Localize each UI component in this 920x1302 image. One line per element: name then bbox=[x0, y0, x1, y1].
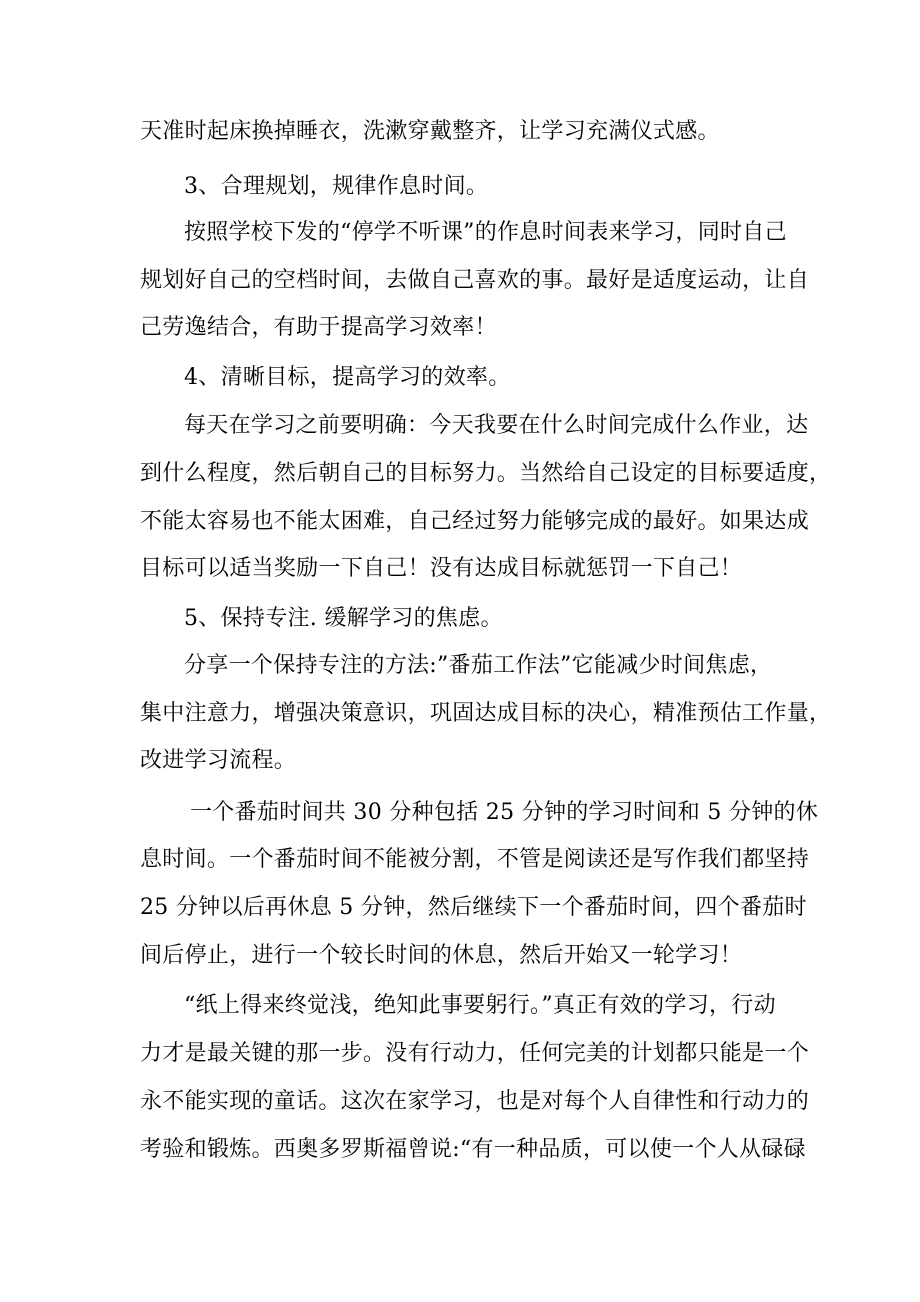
text-line: 规划好自己的空档时间，去做自己喜欢的事。最好是适度运动，让自 bbox=[140, 268, 810, 293]
text-line: 己劳逸结合，有助于提高学习效率！ bbox=[140, 315, 497, 340]
text-line: 改进学习流程。 bbox=[140, 748, 297, 773]
section-heading: 3、合理规划，规律作息时间。 bbox=[184, 174, 489, 199]
text-line: 力才是最关键的那一步。没有行动力，任何完美的计划都只能是一个 bbox=[140, 1041, 810, 1066]
text-line: 到什么程度，然后朝自己的目标努力。当然给自己设定的目标要适度， bbox=[140, 461, 832, 486]
text-line: 天准时起床换掉睡衣，洗漱穿戴整齐，让学习充满仪式感。 bbox=[140, 119, 720, 144]
text-line: 不能太容易也不能太困难，自己经过努力能够完成的最好。如果达成 bbox=[140, 509, 810, 534]
text-line: 集中注意力，增强决策意识，巩固达成目标的决心，精准预估工作量， bbox=[140, 701, 832, 726]
text-line: 分享一个保持专注的方法:”番茄工作法”它能减少时间焦虑， bbox=[184, 653, 773, 678]
text-line: 一个番茄时间共 30 分种包括 25 分钟的学习时间和 5 分钟的休 bbox=[190, 800, 819, 825]
text-line: “纸上得来终觉浅，绝知此事要躬行。”真正有效的学习，行动 bbox=[184, 993, 776, 1018]
text-line: 息时间。一个番茄时间不能被分割，不管是阅读还是写作我们都坚持 bbox=[140, 847, 810, 872]
text-line: 每天在学习之前要明确：今天我要在什么时间完成什么作业，达 bbox=[184, 413, 809, 438]
text-line: 25 分钟以后再休息 5 分钟，然后继续下一个番茄时间，四个番茄时 bbox=[140, 895, 807, 920]
section-heading: 5、保持专注. 缓解学习的焦虑。 bbox=[184, 606, 503, 631]
text-line: 永不能实现的童话。这次在家学习，也是对每个人自律性和行动力的 bbox=[140, 1089, 810, 1114]
text-line: 考验和锻炼。西奥多罗斯福曾说:“有一种品质，可以使一个人从碌碌 bbox=[140, 1137, 806, 1162]
section-heading: 4、清晰目标，提高学习的效率。 bbox=[184, 365, 511, 390]
text-line: 按照学校下发的“停学不听课”的作息时间表来学习，同时自己 bbox=[184, 220, 787, 245]
text-line: 间后停止，进行一个较长时间的休息，然后开始又一轮学习！ bbox=[140, 943, 743, 968]
text-line: 目标可以适当奖励一下自己！没有达成目标就惩罚一下自己！ bbox=[140, 556, 743, 581]
